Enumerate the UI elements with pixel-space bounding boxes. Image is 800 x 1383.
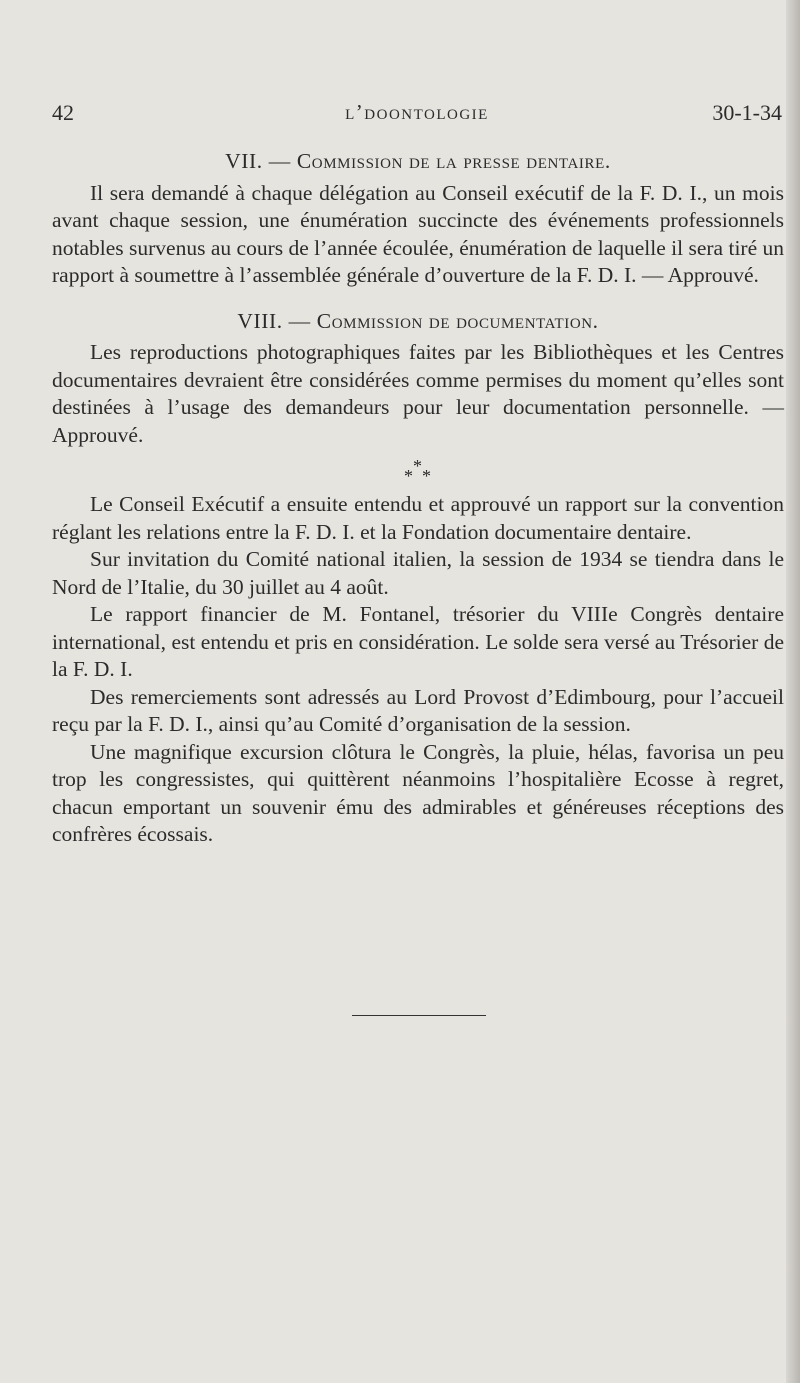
end-rule: [352, 1015, 486, 1016]
paragraph: Le Conseil Exécutif a ensuite entendu et approuvé un rapport sur la convention réglant les relations entre la F. D. I. et la Fondation documentaire dentaire.: [52, 492, 784, 544]
page-number: 42: [52, 100, 74, 125]
issue-date: 30-1-34: [712, 100, 782, 125]
section-heading-viii: VIII. — Commission de documentation.: [237, 308, 599, 333]
section-heading-vii: VII. — Commission de la presse dentaire.: [225, 149, 611, 173]
paragraph: Des remerciements sont adressés au Lord Provost d’Edimbourg, pour l’accueil reçu par la F. D. I., ainsi qu’au Comité d’organisation de la session.: [52, 684, 784, 736]
page-edge-shadow: [786, 0, 800, 1383]
running-header: [52, 100, 782, 130]
paragraph: Il sera demandé à chaque délégation au Conseil exécutif de la F. D. I., un mois avant chaque session, une énumération succincte des événements professionnels notables survenus au cours de l’année écoulée, énumération de laquelle il sera tiré un rapport à soumettre à l’assemblée générale d’ouverture de la F. D. I. — Approuvé.: [52, 180, 784, 287]
paragraph: Sur invitation du Comité national italien, la session de 1934 se tiendra dans le Nord de l’Italie, du 30 juillet au 4 août.: [52, 547, 784, 599]
paragraph: Les reproductions photographiques faites par les Bibliothèques et les Centres documentaires devraient être considérées comme permises du moment qu’elles sont destinées à l’usage des demandeurs pour leur documentation personnelle. — Approuvé.: [52, 340, 784, 447]
paragraph: Une magnifique excursion clôtura le Congrès, la pluie, hélas, favorisa un peu trop les congressistes, qui quittèrent néanmoins l’hospitalière Ecosse à regret, chacun emportant un souvenir ému des admirables et généreuses réceptions des confrères écossais.: [52, 739, 784, 846]
paragraph: Le rapport financier de M. Fontanel, trésorier du VIIIe Congrès dentaire international, est entendu et pris en considération. Le solde sera versé au Trésorier de la F. D. I.: [52, 602, 784, 681]
page-body: [52, 148, 784, 849]
asterism-divider: * * *: [404, 456, 431, 486]
running-title: l’doontologie: [345, 100, 489, 124]
